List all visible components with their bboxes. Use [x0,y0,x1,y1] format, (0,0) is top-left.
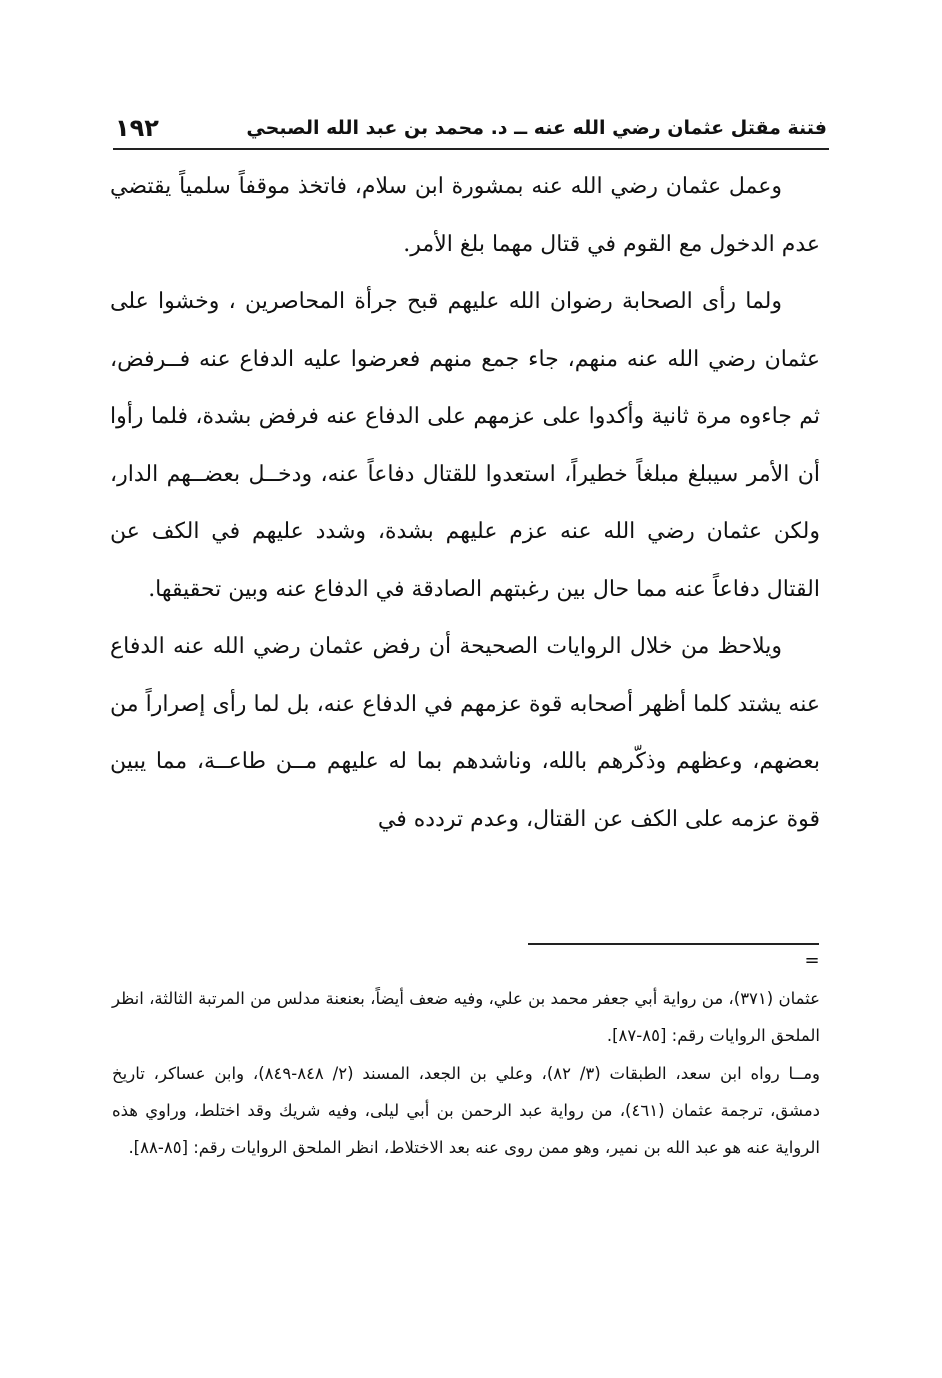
paragraph: ويلاحظ من خلال الروايات الصحيحة أن رفض عثمان رضي الله عنه الدفاع عنه يشتد كلما أظهر أصحابه قوة عزمهم في الدفاع عنه، بل لما رأى إصراراً من بعضهم، وعظهم وذكّرهم بالله، وناشدهم بما له عليهم مــن طاعــة، مما يبين قوة عزمه على الكف عن القتال، وعدم تردده في [110,634,820,832]
page-number: ١٩٢ [115,114,159,142]
footnote-entry: ومــا رواه ابن سعد، الطبقات (٣/ ٨٢)، وعلي بن الجعد، المسند (٢/ ٨٤٨-٨٤٩)، وابن عساكر، تاريخ دمشق، ترجمة عثمان (٤٦١)، من رواية عبد الرحمن بن أبي ليلى، وفيه شريك وقد اختلط، وراوي هذه الرواية عنه هو عبد الله بن نمير، وهو ممن روى عنه بعد الاختلاط، انظر الملحق الروايات رقم: [٨٥-٨٨]. [112,1063,821,1158]
footnote-divider [528,943,819,945]
footnote-continuation-marker: = [804,950,820,971]
header-divider [113,148,829,150]
paragraph: ولما رأى الصحابة رضوان الله عليهم قبح جرأة المحاصرين ، وخشوا على عثمان رضي الله عنه منهم، جاء جمع منهم فعرضوا عليه الدفاع عنه فــرفض، ثم جاءوه مرة ثانية وأكدوا على عزمهم على الدفاع عنه فرفض بشدة، فلما رأوا أن الأمر سيبلغ مبلغاً خطيراً، استعدوا للقتال دفاعاً عنه، ودخــل بعضــهم الدار، ولكن عثمان رضي الله عنه عزم عليهم بشدة، وشدد عليهم في الكف عن القتال دفاعاً عنه مما حال بين رغبتهم الصادقة في الدفاع عنه وبين تحقيقها. [110,289,820,602]
footnotes [112,980,820,1166]
paragraph: وعمل عثمان رضي الله عنه بمشورة ابن سلام، فاتخذ موقفاً سلمياً يقتضي عدم الدخول مع القوم في قتال مهما بلغ الأمر. [110,174,820,257]
footnote-entry: عثمان (٣٧١)، من رواية أبي جعفر محمد بن علي، وفيه ضعف أيضاً، بعنعنة مدلس من المرتبة الثالثة، انظر الملحق الروايات رقم: [٨٥-٨٧]. [112,989,820,1046]
page-header [115,110,827,146]
running-title: فتنة مقتل عثمان رضي الله عنه ــ د. محمد بن عبد الله الصبحي [246,117,827,139]
main-text [110,158,820,848]
